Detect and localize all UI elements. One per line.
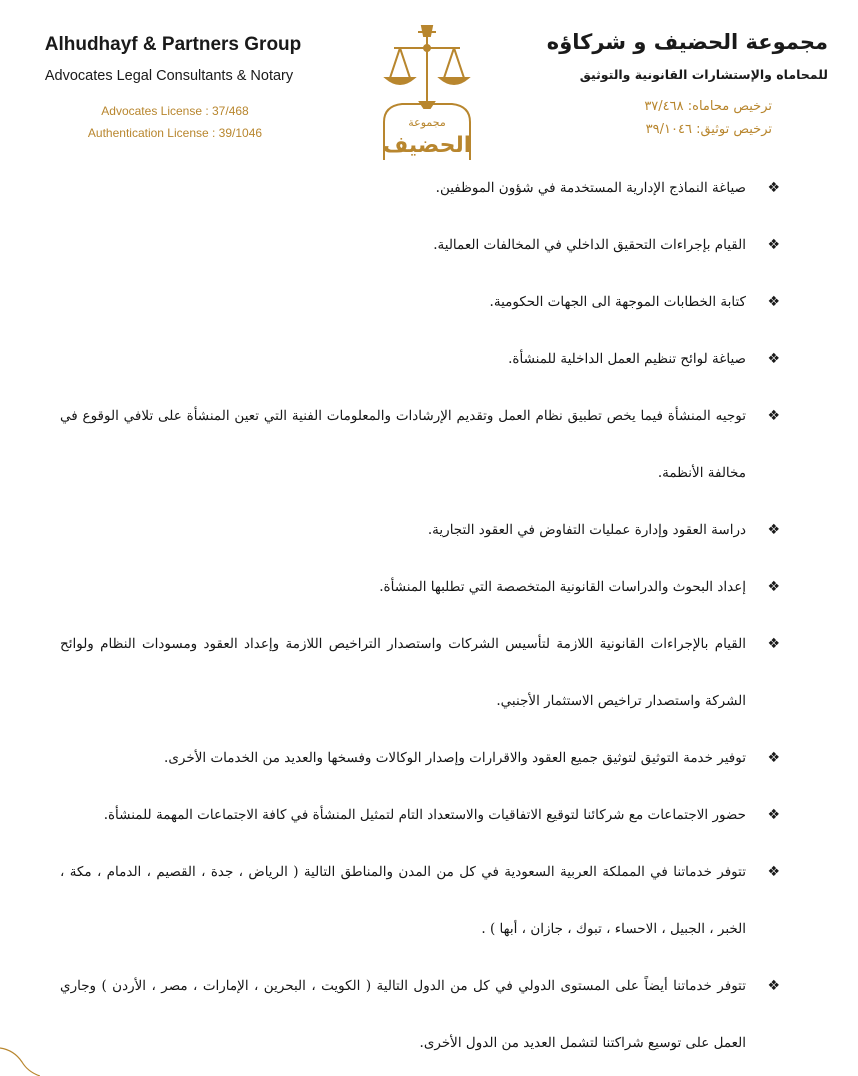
company-name-english: Alhudhayf & Partners Group xyxy=(44,34,302,55)
four-diamond-bullet-icon: ❖ xyxy=(767,522,780,538)
service-item-text: تتوفر خدماتنا في المملكة العربية السعودية في كل من المدن والمناطق التالية ( الرياض ، جدة ، القصيم ، الدمام ، مكة ، الخبر ، الجبيل ، الاحساء ، تبوك ، جازان ، أبها ) . xyxy=(60,864,746,937)
company-subtitle-english: Advocates Legal Consultants & Notary xyxy=(44,68,294,84)
service-item-text: القيام بإجراءات التحقيق الداخلي في المخالفات العمالية. xyxy=(433,237,746,253)
service-item xyxy=(60,502,780,559)
service-item xyxy=(60,274,780,331)
service-item xyxy=(60,787,780,844)
four-diamond-bullet-icon: ❖ xyxy=(767,237,780,253)
four-diamond-bullet-icon: ❖ xyxy=(767,180,780,196)
four-diamond-bullet-icon: ❖ xyxy=(767,351,780,367)
service-item xyxy=(60,160,780,217)
service-item-text: دراسة العقود وإدارة عمليات التفاوض في العقود التجارية. xyxy=(427,522,746,538)
service-item-text: القيام بالإجراءات القانونية اللازمة لتأسيس الشركات واستصدار التراخيص اللازمة وإعداد العقود ومسودات النظام ولوائح الشركة واستصدار تراخيص الاستثمار الأجنبي. xyxy=(60,636,746,709)
advocates-license-english: Advocates License : 37/468 xyxy=(101,104,249,118)
company-subtitle-arabic: للمحاماه والإستشارات القانونية والتوثيق xyxy=(579,67,828,82)
logo-text-group: مجموعة xyxy=(408,116,446,129)
services-list xyxy=(60,160,780,1072)
corner-ornament-icon xyxy=(0,1036,40,1076)
service-item xyxy=(60,958,780,1072)
four-diamond-bullet-icon: ❖ xyxy=(767,807,780,823)
four-diamond-bullet-icon: ❖ xyxy=(767,579,780,595)
service-item-text: إعداد البحوث والدراسات القانونية المتخصصة التي تطلبها المنشأة. xyxy=(379,579,746,595)
service-item-text: صياغة النماذج الإدارية المستخدمة في شؤون الموظفين. xyxy=(435,180,746,196)
service-item xyxy=(60,559,780,616)
company-name-arabic: مجموعة الحضيف و شركاؤه xyxy=(546,30,828,54)
four-diamond-bullet-icon: ❖ xyxy=(767,750,780,766)
four-diamond-bullet-icon: ❖ xyxy=(767,864,780,880)
logo-text-family: الحضيف xyxy=(382,133,472,158)
service-item-text: توفير خدمة التوثيق لتوثيق جميع العقود والاقرارات وإصدار الوكالات وفسخها والعديد من الخدمات الأخرى. xyxy=(164,750,746,766)
service-item-text: تتوفر خدماتنا أيضاً على المستوى الدولي في كل من الدول التالية ( الكويت ، البحرين ، الإمارات ، مصر ، الأردن ) وجاري العمل على توسيع شراكتنا لتشمل العديد من الدول الأخرى. xyxy=(60,978,746,1051)
service-item xyxy=(60,844,780,958)
service-item-text: توجيه المنشأة فيما يخص تطبيق نظام العمل وتقديم الإرشادات والمعلومات الفنية التي تعين المنشأة على تلافي الوقوع في مخالفة الأنظمة. xyxy=(60,408,746,481)
service-item-text: صياغة لوائح تنظيم العمل الداخلية للمنشأة. xyxy=(508,351,746,367)
four-diamond-bullet-icon: ❖ xyxy=(767,636,780,652)
four-diamond-bullet-icon: ❖ xyxy=(767,978,780,994)
scales-of-justice-icon xyxy=(372,22,482,162)
service-item-text: حضور الاجتماعات مع شركائنا لتوقيع الاتفاقيات والاستعداد التام لتمثيل المنشأة في كافة الاجتماعات المهمة للمنشأة. xyxy=(103,807,746,823)
four-diamond-bullet-icon: ❖ xyxy=(767,294,780,310)
authentication-license-english: Authentication License : 39/1046 xyxy=(87,126,263,140)
authentication-license-arabic: ترخيص توثيق: ٣٩/١٠٤٦ xyxy=(645,122,772,137)
advocates-license-arabic: ترخيص محاماه: ٣٧/٤٦٨ xyxy=(644,99,772,114)
service-item xyxy=(60,730,780,787)
service-item-text: كتابة الخطابات الموجهة الى الجهات الحكومية. xyxy=(489,294,746,310)
service-item xyxy=(60,217,780,274)
four-diamond-bullet-icon: ❖ xyxy=(767,408,780,424)
service-item xyxy=(60,388,780,502)
service-item xyxy=(60,616,780,730)
service-item xyxy=(60,331,780,388)
